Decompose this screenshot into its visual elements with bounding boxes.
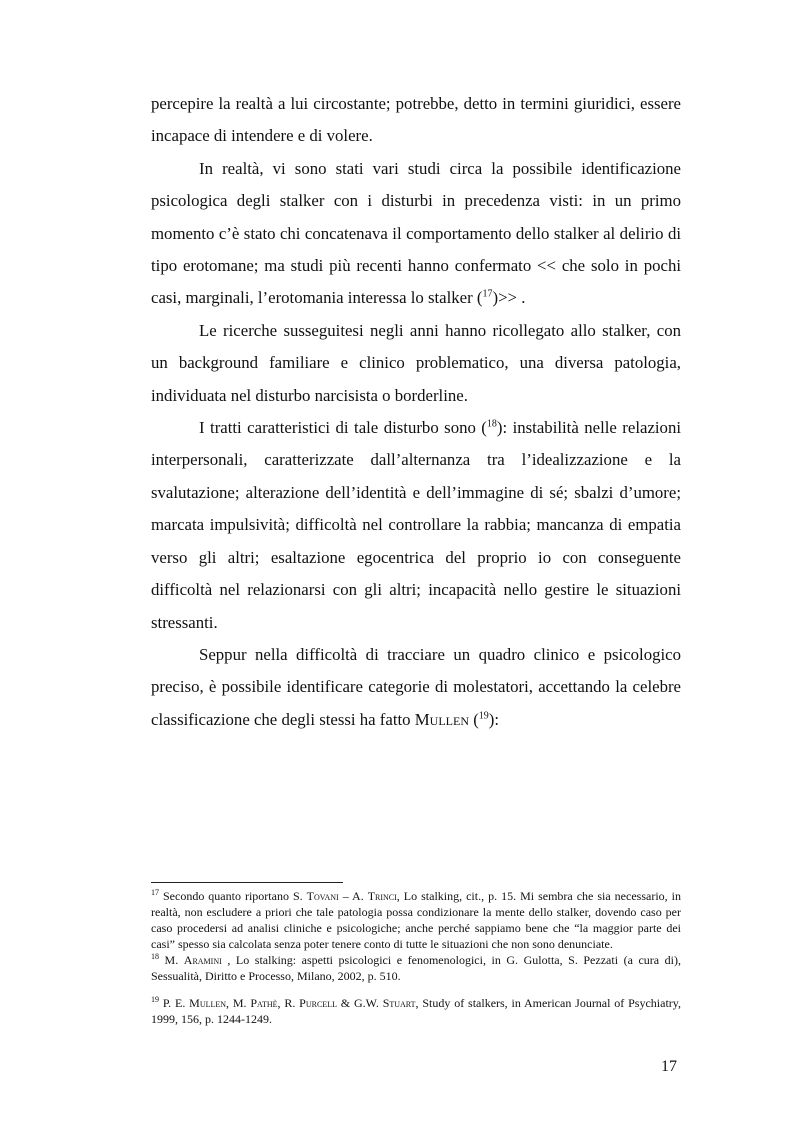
footnote-ref-19: 19: [478, 710, 489, 722]
page-number: 17: [661, 1058, 677, 1075]
paragraph-3: Le ricerche susseguitesi negli anni hanno ricollegato allo stalker, con un background familiare e clinico problematico, una diversa patologia, individuata nel disturbo narcisista o borderline.: [151, 320, 681, 405]
footnote-19: $^{19}$ P. E. Mullen, M. Pathè, R. Purcell & G.W. Stuart, Study of stalkers, in American Journal of Psychiatry, 1999, 156, p. 1244-1249.: [151, 995, 682, 1026]
author-mullen: Mullen: [414, 709, 469, 729]
page-body: [151, 88, 681, 736]
paragraph-1: percepire la realtà a lui circostante; potrebbe, detto in termini giuridici, essere incapace di intendere e di volere.: [151, 94, 681, 146]
paragraph-4: I tratti caratteristici di tale disturbo sono ($^{18}$): instabilità nelle relazioni interpersonali, caratterizzate dall’alternanza tra l’idealizzazione e la svalutazione; alterazione dell’identità e dell’immagine di sé; sbalzi d’umore; marcata impulsività; difficoltà nel controllare la rabbia; mancanza di empatia verso gli altri; esaltazione egocentrica del proprio io con conseguente difficoltà nel relazionarsi con gli altri; incapacità nello gestire le situazioni stressanti.: [151, 418, 681, 632]
footnote-17: $^{17}$ Secondo quanto riportano S. Tovani – A. Trinci, Lo stalking, cit., p. 15. Mi sembra che sia necessario, in realtà, non escludere a priori che tale patologia possa condizionare la mente dello stalker, dovendo caso per caso procedersi ad analisi cliniche e psicologiche; anche perché sappiamo bene che “la maggior parte dei casi” spesso sia calcolata senza poter tenere conto di tutte le situazioni che non sono denunciate.: [151, 888, 681, 951]
footnote-ref-18: 18: [486, 418, 497, 430]
footnote-divider: [151, 882, 343, 883]
main-text: [151, 88, 681, 736]
paragraph-5: Seppur nella difficoltà di tracciare un quadro clinico e psicologico preciso, è possibile identificare categorie di molestatori, accettando la celebre classificazione che degli stessi ha fatto Mullen ($^{19}$):: [151, 644, 681, 729]
footnote-ref-17: 17: [482, 288, 493, 300]
footnotes: [151, 888, 681, 1027]
footnote-18: $^{18}$ M. Aramini , Lo stalking: aspetti psicologici e fenomenologici, in G. Gulotta, S. Pezzati (a cura di), Sessualità, Diritto e Processo, Milano, 2002, p. 510.: [151, 952, 681, 983]
paragraph-2: In realtà, vi sono stati vari studi circa la possibile identificazione psicologica degli stalker con i disturbi in precedenza visti: in un primo momento c’è stato chi concatenava il comportamento dello stalker al delirio di tipo erotomane; ma studi più recenti hanno confermato << che solo in pochi casi, marginali, l’erotomania interessa lo stalker ($^{17}$)>> .: [151, 158, 681, 308]
